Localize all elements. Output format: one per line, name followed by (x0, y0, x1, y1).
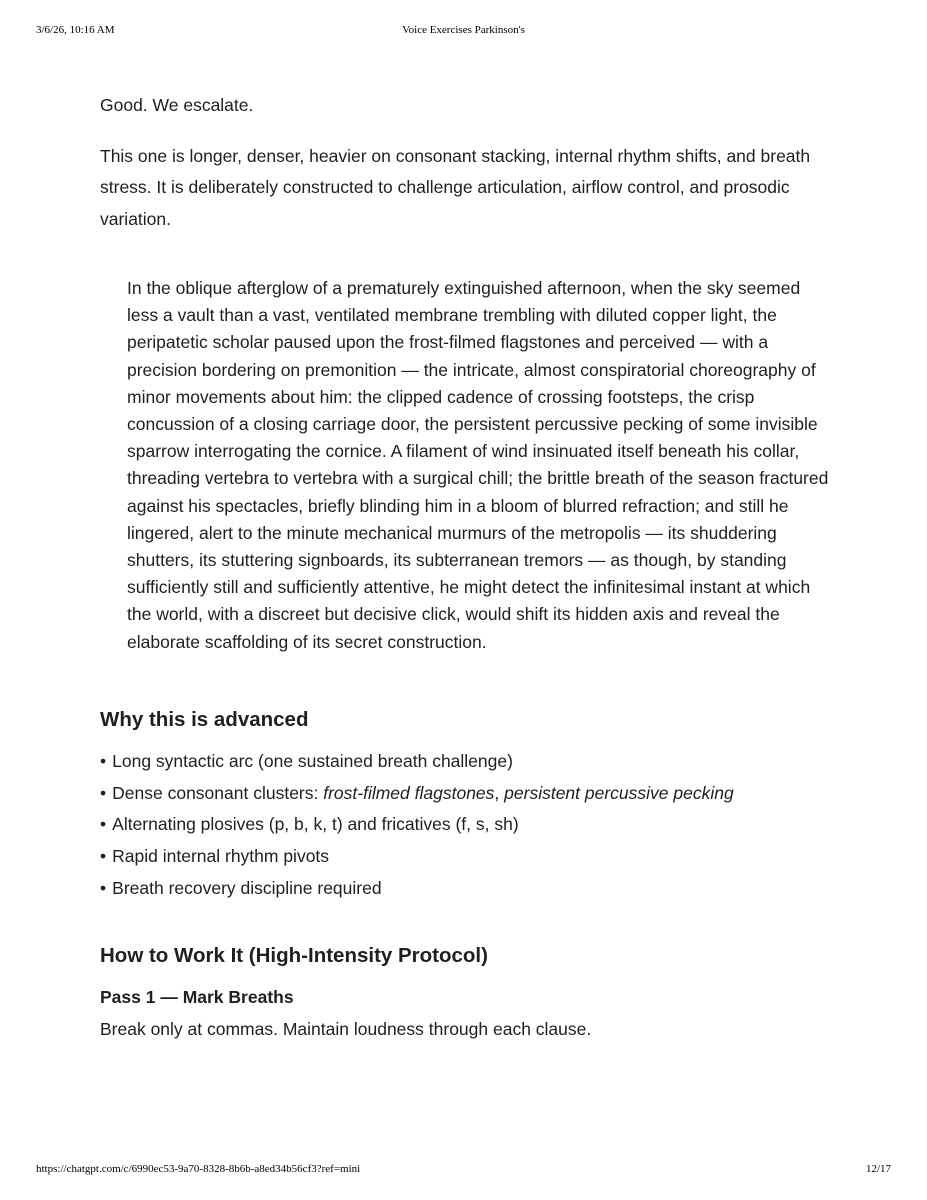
list-item (100, 841, 830, 873)
print-url: https://chatgpt.com/c/6990ec53-9a70-8328-8b6b-a8ed34b56cf3?ref=mini (36, 1163, 361, 1175)
list-item (100, 809, 830, 841)
list-item (100, 873, 830, 905)
list-item (100, 778, 830, 810)
print-header (0, 24, 927, 38)
cluster-example: frost-filmed flagstones (323, 782, 495, 803)
protocol-heading: How to Work It (High-Intensity Protocol) (100, 944, 488, 968)
print-page-title: Voice Exercises Parkinson's (402, 24, 525, 36)
why-advanced-heading: Why this is advanced (100, 707, 309, 731)
list-item-text: Alternating plosives (p, b, k, t) and fricatives (f, s, sh) (112, 814, 519, 835)
print-page-number: 12/17 (865, 1163, 891, 1175)
list-item-text: Dense consonant clusters: (112, 782, 324, 803)
list-item (100, 746, 830, 778)
bullet-glyph: • (100, 782, 107, 803)
list-item-text: Breath recovery discipline required (112, 877, 382, 898)
bullet-glyph: • (100, 750, 107, 771)
bullet-glyph: • (100, 845, 107, 866)
reading-passage: In the oblique afterglow of a prematurely extinguished afternoon, when the sky seemed less a vault than a vast, ventilated membrane trembling with diluted copper light, the peripatetic scholar paused upon the frost-filmed flagstones and perceived — with a precision bordering on premonition — the intricate, almost conspiratorial choreography of minor movements about him: the clipped cadence of crossing footsteps, the crisp concussion of a closing carriage door, the persistent percussive pecking of some invisible sparrow interrogating the cornice. A filament of wind insinuated itself beneath his collar, threading vertebra to vertebra with a surgical chill; the brittle breath of the season fractured against his spectacles, briefly blinding him in a bloom of blurred refraction; and still he lingered, alert to the minute mechanical murmurs of the metropolis — its shuddering shutters, its stuttering signboards, its subterranean tremors — as though, by standing sufficiently still and sufficiently attentive, he might detect the infinitesimal instant at which the world, with a discreet but decisive click, would shift its hidden axis and reveal the elaborate scaffolding of its secret construction. (127, 278, 829, 652)
separator: , (494, 782, 505, 803)
bullet-glyph: • (100, 814, 107, 835)
list-item-text: Rapid internal rhythm pivots (112, 845, 330, 866)
list-item-text: Long syntactic arc (one sustained breath challenge) (112, 750, 513, 771)
intro-paragraph: This one is longer, denser, heavier on consonant stacking, internal rhythm shifts, and breath stress. It is deliberately constructed to challenge articulation, airflow control, and prosodic variation. (100, 145, 811, 229)
pass1-instruction: Break only at commas. Maintain loudness through each clause. (100, 1019, 592, 1040)
why-advanced-list (100, 746, 830, 905)
cluster-example: persistent percussive pecking (504, 782, 734, 803)
pass1-heading: Pass 1 — Mark Breaths (100, 987, 294, 1008)
print-footer (0, 1163, 927, 1177)
intro-line: Good. We escalate. (100, 95, 254, 115)
print-datetime: 3/6/26, 10:16 AM (36, 24, 115, 36)
document-content (100, 90, 830, 1044)
bullet-glyph: • (100, 877, 107, 898)
